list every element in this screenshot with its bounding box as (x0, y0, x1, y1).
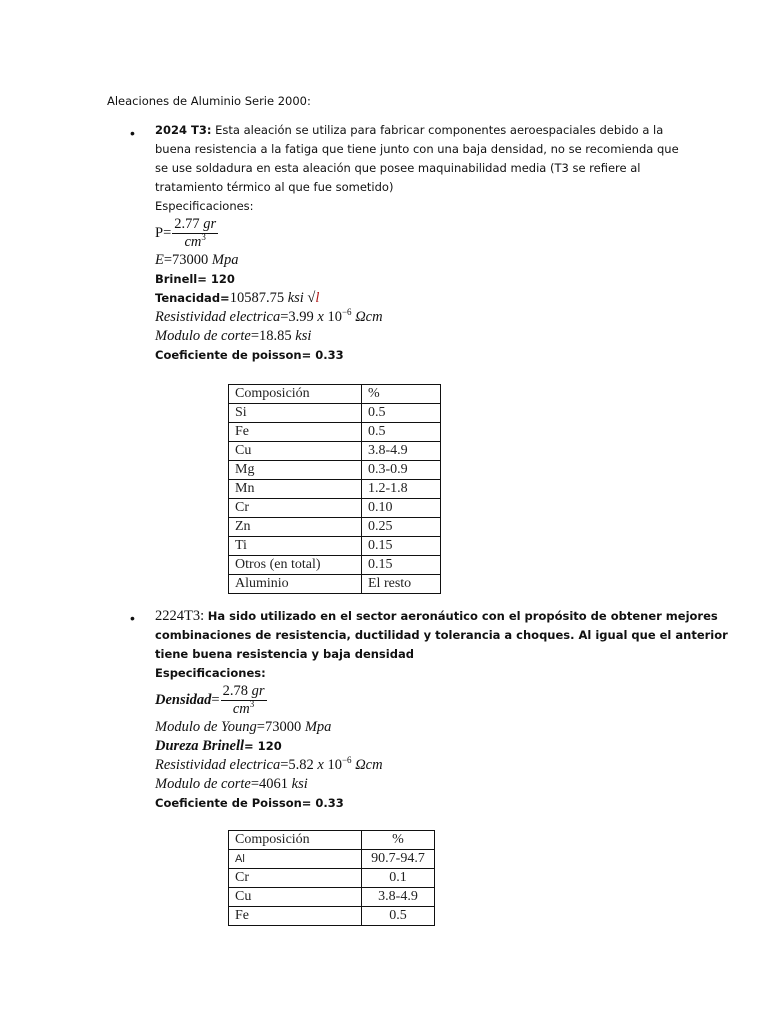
root-icon: √ (307, 290, 316, 306)
shear-value: =4061 (250, 776, 289, 792)
resistivity-unit: Ωcm (355, 757, 383, 773)
percent-cell: 0.15 (362, 537, 441, 556)
alloy-2024-desc-line-3: se use soldadura en esta aleación que posee maquinabilidad media (T3 se refiere al (155, 161, 641, 175)
percent-cell: 0.25 (362, 518, 441, 537)
table-row (229, 869, 435, 888)
density-denominator: cm (184, 234, 202, 250)
alloy-2224-desc-line-2: combinaciones de resistencia, ductilidad y tolerancia a choques. Al igual que el anterior (155, 628, 728, 642)
header-percent: % (362, 831, 435, 850)
element-cell: Al (229, 850, 362, 869)
table-row (229, 850, 435, 869)
percent-cell: 0.5 (362, 423, 441, 442)
alloy-2024-desc-line-1 (155, 121, 675, 140)
young-value: =73000 (256, 719, 302, 735)
composition-table-2224 (228, 830, 435, 926)
element-cell: Aluminio (229, 575, 362, 594)
alloy-2024-specs-label: Especificaciones: (155, 199, 254, 213)
bullet-alloy-2224: • (130, 610, 135, 626)
shear-unit: ksi (295, 328, 312, 344)
element-cell: Mg (229, 461, 362, 480)
percent-cell: 0.1 (362, 869, 435, 888)
resistivity-unit: Ωcm (355, 309, 383, 325)
density-label: Densidad (155, 691, 212, 708)
alloy-2024-desc-text: Esta aleación se utiliza para fabricar componentes aeroespaciales debido a la (215, 123, 664, 137)
alloy-2024-elastic-modulus (155, 251, 675, 270)
hardness-value: = 120 (244, 739, 282, 753)
alloy-2224-poisson: Coeficiente de Poisson= 0.33 (155, 796, 344, 810)
header-percent: % (362, 385, 441, 404)
table-header-row (229, 385, 441, 404)
density-fraction (172, 216, 218, 251)
density-exponent: 3 (249, 699, 255, 710)
resistivity-label: Resistividad electrica (155, 757, 281, 773)
shear-unit: ksi (291, 776, 308, 792)
density-num-unit: gr (203, 216, 217, 232)
element-cell: Fe (229, 423, 362, 442)
alloy-2224-section (155, 607, 728, 813)
resistivity-base: 10 (327, 309, 342, 325)
density-numerator: 2.77 (174, 216, 200, 232)
percent-cell: 0.5 (362, 404, 441, 423)
elastic-unit: Mpa (211, 252, 239, 268)
composition-table-2024 (228, 384, 441, 594)
resistivity-label: Resistividad electrica (155, 309, 281, 325)
alloy-2224-hardness (155, 737, 675, 756)
alloy-2224-desc-line-1 (155, 607, 718, 626)
density-fraction (221, 683, 267, 718)
alloy-2224-resistivity (155, 756, 675, 775)
element-cell: Zn (229, 518, 362, 537)
percent-cell: 1.2-1.8 (362, 480, 441, 499)
alloy-2024-poisson: Coeficiente de poisson= 0.33 (155, 348, 344, 362)
young-label: Modulo de Young (155, 719, 257, 735)
density-num-unit: gr (251, 683, 265, 699)
table-row (229, 907, 435, 926)
table-row (229, 518, 441, 537)
table-header-row (229, 831, 435, 850)
element-cell: Cu (229, 888, 362, 907)
table-row (229, 537, 441, 556)
table-row (229, 888, 435, 907)
shear-label: Modulo de corte (155, 328, 251, 344)
element-cell: Cr (229, 499, 362, 518)
alloy-2224-density-formula (155, 683, 675, 718)
alloy-2024-resistivity (155, 308, 675, 327)
alloy-2024-brinell: Brinell= 120 (155, 272, 235, 286)
table-row (229, 404, 441, 423)
elastic-value: =73000 (163, 252, 209, 268)
alloy-2024-desc-line-4: tratamiento térmico al que fue sometido) (155, 180, 394, 194)
alloy-2024-tenacity (155, 289, 675, 308)
element-cell: Cu (229, 442, 362, 461)
table-row (229, 556, 441, 575)
density-equals: = (211, 691, 220, 708)
alloy-2024-density-formula (155, 216, 675, 251)
resistivity-times: x (317, 309, 324, 325)
alloy-2224-desc-text: Ha sido utilizado en el sector aeronáutico con el propósito de obtener mejores (207, 609, 718, 623)
tenacity-value: 10587.75 (229, 290, 285, 306)
resistivity-exponent: −6 (341, 307, 352, 318)
header-composition: Composición (229, 831, 362, 850)
percent-cell: 90.7-94.7 (362, 850, 435, 869)
table-row (229, 575, 441, 594)
alloy-2224-young-modulus (155, 718, 675, 737)
element-cell: Mn (229, 480, 362, 499)
tenacity-unit: ksi (287, 290, 304, 306)
resistivity-value: =3.99 (280, 309, 314, 325)
alloy-2224-title: 2224T3: (155, 608, 205, 624)
hardness-label: Dureza Brinell (155, 738, 245, 754)
table-row (229, 480, 441, 499)
alloy-2024-section (155, 121, 679, 365)
elastic-symbol: E (155, 252, 164, 268)
alloy-2024-desc-line-2: buena resistencia a la fatiga que tiene junto con una baja densidad, no se recomienda que (155, 142, 679, 156)
table-row (229, 423, 441, 442)
percent-cell: El resto (362, 575, 441, 594)
tenacity-label: Tenacidad= (155, 291, 230, 305)
resistivity-times: x (317, 757, 324, 773)
density-symbol: P= (155, 224, 172, 241)
alloy-2224-specs-label: Especificaciones: (155, 666, 266, 680)
percent-cell: 0.5 (362, 907, 435, 926)
resistivity-value: =5.82 (280, 757, 314, 773)
element-cell: Ti (229, 537, 362, 556)
density-exponent: 3 (201, 232, 206, 243)
alloy-2224-shear-modulus (155, 775, 675, 794)
element-cell: Si (229, 404, 362, 423)
alloy-2224-desc-line-3: tiene buena resistencia y baja densidad (155, 647, 414, 661)
density-denominator: cm (232, 701, 250, 717)
percent-cell: 0.10 (362, 499, 441, 518)
alloy-2024-title: 2024 T3: (155, 123, 212, 137)
element-cell: Cr (229, 869, 362, 888)
header-composition: Composición (229, 385, 362, 404)
percent-cell: 0.15 (362, 556, 441, 575)
resistivity-exponent: −6 (341, 755, 352, 766)
table-row (229, 499, 441, 518)
element-cell: Fe (229, 907, 362, 926)
density-numerator: 2.78 (222, 683, 248, 699)
percent-cell: 3.8-4.9 (362, 888, 435, 907)
page-heading: Aleaciones de Aluminio Serie 2000: (107, 94, 311, 108)
element-cell: Otros (en total) (229, 556, 362, 575)
young-unit: Mpa (304, 719, 332, 735)
bullet-alloy-2024: • (130, 125, 135, 141)
percent-cell: 3.8-4.9 (362, 442, 441, 461)
shear-label: Modulo de corte (155, 776, 251, 792)
alloy-2024-shear-modulus (155, 327, 675, 346)
table-row (229, 442, 441, 461)
shear-value: =18.85 (250, 328, 292, 344)
table-row (229, 461, 441, 480)
resistivity-base: 10 (327, 757, 342, 773)
tenacity-root-arg: l (315, 290, 320, 306)
percent-cell: 0.3-0.9 (362, 461, 441, 480)
